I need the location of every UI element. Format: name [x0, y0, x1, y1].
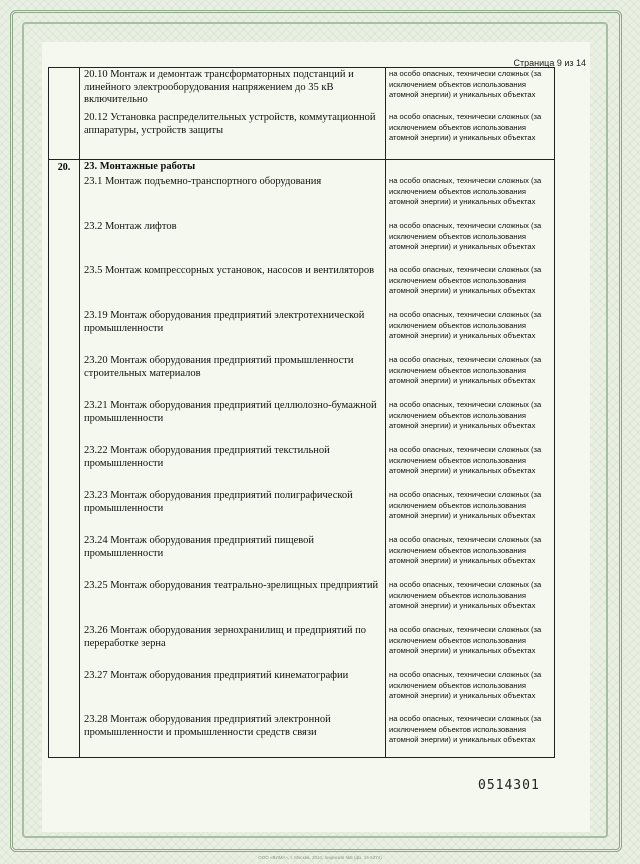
scope-text: на особо опасных, технически сложных (за исключением объектов использования атомной энергии) и уникальных объектах	[389, 490, 542, 520]
row-number-cell	[49, 68, 80, 160]
scope-text: на особо опасных, технически сложных (за исключением объектов использования атомной энергии) и уникальных объектах	[389, 535, 542, 565]
works-table	[48, 67, 555, 758]
work-item: 20.12 Установка распределительных устройств, коммутационной аппаратуры, устройств защиты	[84, 112, 376, 136]
scope-text: на особо опасных, технически сложных (за исключением объектов использования атомной энергии) и уникальных объектах	[389, 445, 542, 475]
section-heading: 23. Монтажные работы	[84, 161, 196, 172]
scope-text: на особо опасных, технически сложных (за исключением объектов использования атомной энергии) и уникальных объектах	[389, 265, 542, 295]
scope-text: на особо опасных, технически сложных (за исключением объектов использования атомной энергии) и уникальных объектах	[389, 221, 542, 251]
scope-text: на особо опасных, технически сложных (за исключением объектов использования атомной энергии) и уникальных объектах	[389, 176, 542, 206]
scope-text: на особо опасных, технически сложных (за исключением объектов использования атомной энергии) и уникальных объектах	[389, 112, 542, 142]
scope-text: на особо опасных, технически сложных (за исключением объектов использования атомной энергии) и уникальных объектах	[389, 400, 542, 430]
work-item: 23.25 Монтаж оборудования театрально-зрелищных предприятий	[84, 580, 379, 591]
work-item: 23.24 Монтаж оборудования предприятий пищевой промышленности	[84, 535, 315, 559]
work-item: 23.27 Монтаж оборудования предприятий кинематографии	[84, 670, 349, 681]
table-row-section-23	[49, 160, 555, 758]
work-item: 23.1 Монтаж подъемно-транспортного оборудования	[84, 176, 322, 187]
work-item: 23.26 Монтаж оборудования зернохранилищ и предприятий по переработке зерна	[84, 625, 367, 649]
scope-text: на особо опасных, технически сложных (за исключением объектов использования атомной энергии) и уникальных объектах	[389, 670, 542, 700]
work-item: 23.21 Монтаж оборудования предприятий целлюлозно-бумажной промышленности	[84, 400, 377, 424]
work-item: 23.2 Монтаж лифтов	[84, 221, 177, 232]
work-item: 23.5 Монтаж компрессорных установок, насосов и вентиляторов	[84, 265, 375, 276]
work-item: 23.20 Монтаж оборудования предприятий промышленности строительных материалов	[84, 355, 354, 379]
work-item: 23.22 Монтаж оборудования предприятий текстильной промышленности	[84, 445, 330, 469]
scope-text: на особо опасных, технически сложных (за исключением объектов использования атомной энергии) и уникальных объектах	[389, 355, 542, 385]
work-item: 23.28 Монтаж оборудования предприятий электронной промышленности и промышленности средств связи	[84, 714, 331, 738]
scope-text: на особо опасных, технически сложных (за исключением объектов использования атомной энергии) и уникальных объектах	[389, 310, 542, 340]
printer-footer: ООО «ВИМА», г. Москва, 2010, лицензия №5 (фз. 14-5374)	[258, 855, 382, 860]
table-row-continued-1	[49, 68, 555, 160]
scope-text: на особо опасных, технически сложных (за исключением объектов использования атомной энергии) и уникальных объектах	[389, 714, 542, 744]
row-number-cell: 20.	[49, 160, 80, 758]
scope-text: на особо опасных, технически сложных (за исключением объектов использования атомной энергии) и уникальных объектах	[389, 625, 542, 655]
work-item: 23.19 Монтаж оборудования предприятий электротехнической промышленности	[84, 310, 365, 334]
work-item: 20.10 Монтаж и демонтаж трансформаторных подстанций и линейного электрооборудования напряжением до 35 кВ включительно	[84, 69, 354, 105]
page-number: Страница 9 из 14	[513, 58, 586, 68]
serial-number: 0514301	[478, 778, 540, 793]
scope-text: на особо опасных, технически сложных (за исключением объектов использования атомной энергии) и уникальных объектах	[389, 580, 542, 610]
work-item: 23.23 Монтаж оборудования предприятий полиграфической промышленности	[84, 490, 353, 514]
scope-text: на особо опасных, технически сложных (за исключением объектов использования атомной энергии) и уникальных объектах	[389, 69, 542, 99]
